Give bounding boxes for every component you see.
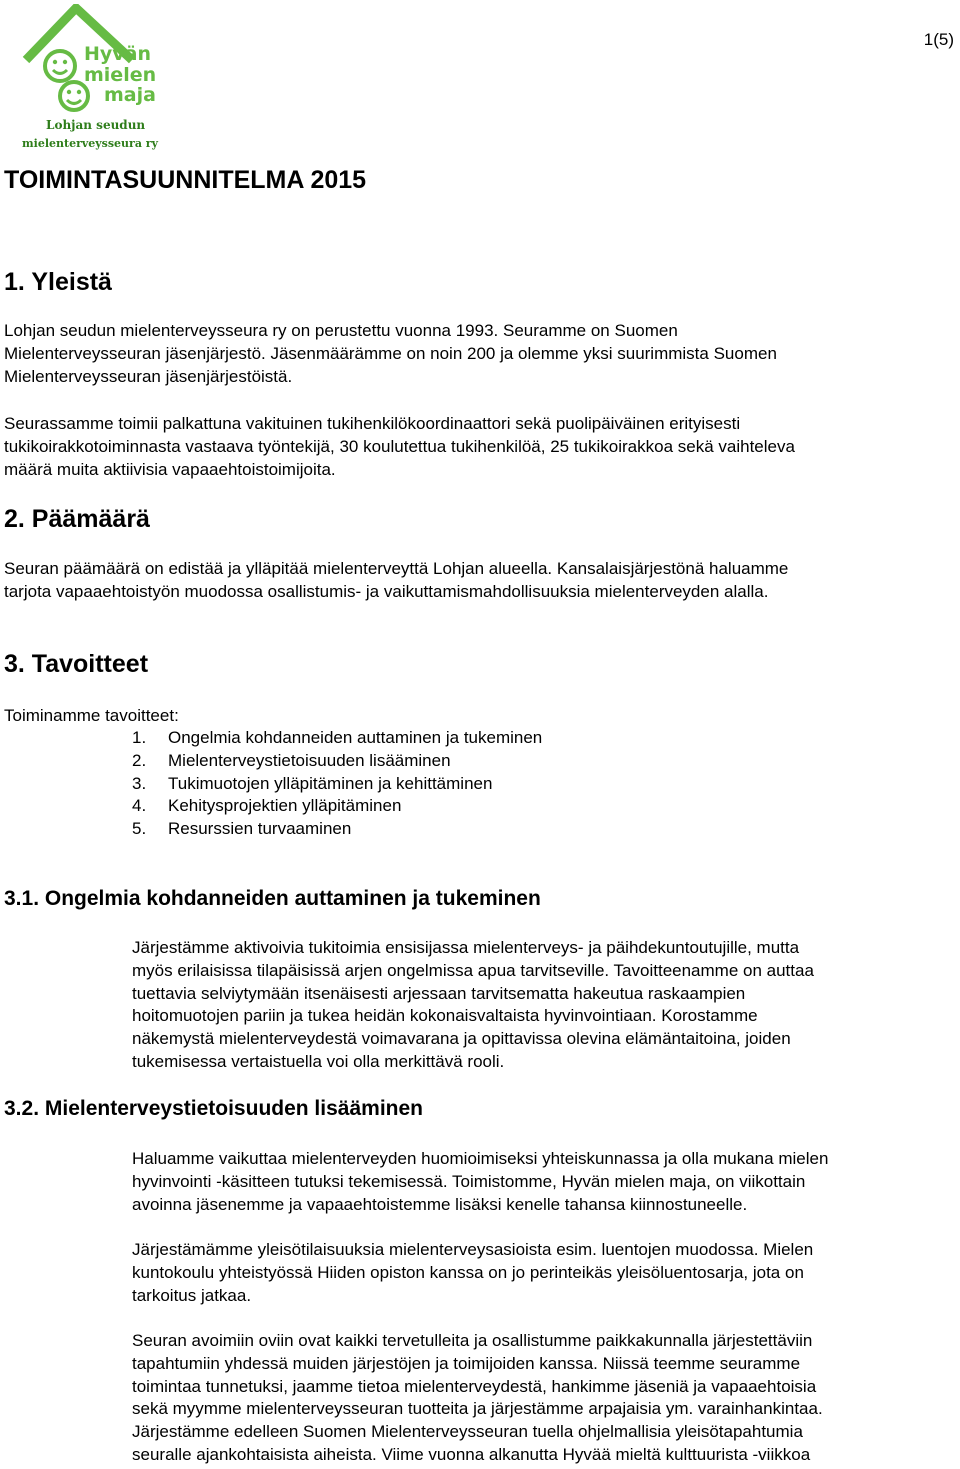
list-item — [132, 795, 542, 818]
text-line: määrä muita aktiivisia vapaaehtoistoimijoita. — [4, 459, 336, 479]
text-line: tarjota vapaaehtoistyön muodossa osallistumis- ja vaikuttamismahdollisuuksia mielenterveyden alalla. — [4, 581, 769, 601]
section-3-1-heading: 3.1. Ongelmia kohdanneiden auttaminen ja tukeminen — [4, 887, 541, 910]
section-3-2-heading: 3.2. Mielenterveystietoisuuden lisääminen — [4, 1097, 423, 1120]
text-line: Haluamme vaikuttaa mielenterveyden huomioimiseksi yhteiskunnassa ja olla mukana mielen — [132, 1149, 829, 1168]
text-line: sekä myymme mielenterveysseuran tuotteita ja järjestämme arpajaisia ym. varainhankintaa. — [132, 1399, 823, 1419]
text-line: hyvinvointi -käsitteen tutuksi tekemisessä. Toimistomme, Hyvän mielen maja, on viikottain — [132, 1171, 806, 1191]
text-line: tarkoitus jatkaa. — [132, 1285, 252, 1305]
list-number: 2. — [132, 750, 147, 770]
text-line: hoitomuotojen pariin ja tukea heidän kokonaisvaltaista hyvinvointiaan. Korostamme — [132, 1006, 758, 1026]
document-title: TOIMINTASUUNNITELMA 2015 — [4, 166, 367, 194]
text-line: avoinna jäsenemme ja vapaaehtoistemme lisäksi kenelle tahansa kiinnostuneelle. — [132, 1194, 748, 1214]
text-line: tukikoirakkotoiminnasta vastaava työntekijä, 30 koulutettua tukihenkilöä, 25 tukikoirakkoa sekä vaihteleva — [4, 436, 795, 456]
section-3-2-paragraph-1 — [132, 1148, 828, 1216]
logo-line1: Hyvän — [84, 43, 152, 65]
section-3-2-paragraph-3 — [132, 1330, 823, 1467]
list-number: 1. — [132, 728, 147, 747]
section-1-paragraph-2 — [4, 413, 795, 481]
list-text: Kehitysprojektien ylläpitäminen — [168, 796, 402, 816]
text-line: Seuran avoimiin oviin ovat kaikki tervetulleita ja osallistumme paikkakunnalla järjestettäviin — [132, 1331, 813, 1350]
text-line: seuralle ajankohtaisista aiheista. Viime vuonna alkanutta Hyvää mieltä kulttuurista -viikkoa — [132, 1444, 811, 1464]
logo-org-line1: Lohjan seudun — [46, 118, 146, 132]
list-item — [132, 818, 542, 841]
section-3-1-paragraph — [132, 937, 814, 1074]
text-line: Mielenterveysseuran jäsenjärjestö. Jäsenmäärämme on noin 200 ja olemme yksi suurimmista Suomen — [4, 343, 777, 363]
section-2-heading: 2. Päämäärä — [4, 505, 150, 533]
text-line: Seurassamme toimii palkattuna vakituinen tukihenkilökoordinaattori sekä puolipäiväinen erityisesti — [4, 414, 741, 433]
page-number: 1(5) — [923, 30, 954, 49]
text-line: tuettavia selviytymään itsenäisesti arjessaan tarvitsematta hakeutua raskaampien — [132, 983, 746, 1003]
list-number: 4. — [132, 796, 147, 816]
list-text: Resurssien turvaaminen — [168, 819, 352, 839]
house-logo-icon — [20, 4, 180, 152]
list-text: Tukimuotojen ylläpitäminen ja kehittäminen — [168, 773, 493, 793]
list-item — [132, 727, 542, 750]
section-1-paragraph-1 — [4, 320, 777, 388]
text-line: näkemystä mielenterveydestä voimavarana ja opittavissa olevina elämäntaitoina, joiden — [132, 1029, 791, 1049]
logo-line3: maja — [104, 84, 156, 106]
list-number: 5. — [132, 819, 147, 839]
list-text: Ongelmia kohdanneiden auttaminen ja tukeminen — [168, 728, 543, 747]
list-number: 3. — [132, 773, 147, 793]
text-line: Seuran päämäärä on edistää ja ylläpitää mielenterveyttä Lohjan alueella. Kansalaisjärjestönä haluamme — [4, 559, 789, 578]
section-3-intro: Toiminamme tavoitteet: — [4, 706, 179, 725]
text-line: tapahtumiin yhdessä muiden järjestöjen ja toimijoiden kanssa. Niissä teemme seuramme — [132, 1353, 801, 1373]
organization-logo — [20, 4, 180, 152]
section-3-heading: 3. Tavoitteet — [4, 650, 149, 678]
logo-line2: mielen — [84, 64, 157, 86]
text-line: kuntokoulu yhteistyössä Hiiden opiston kanssa on jo perinteikäs yleisöluentosarja, jota on — [132, 1262, 804, 1282]
section-3-2-paragraph-2 — [132, 1239, 813, 1307]
text-line: Lohjan seudun mielenterveysseura ry on perustettu vuonna 1993. Seuramme on Suomen — [4, 321, 678, 340]
list-item — [132, 750, 542, 773]
text-line: Mielenterveysseuran jäsenjärjestöistä. — [4, 366, 293, 386]
text-line: tukemisessa vertaistuella voi olla merkittävä rooli. — [132, 1051, 505, 1071]
section-1-heading: 1. Yleistä — [4, 268, 112, 296]
text-line: Järjestämme aktivoivia tukitoimia ensisijassa mielenterveys- ja päihdekuntoutujille, mutta — [132, 938, 800, 957]
section-2-paragraph — [4, 558, 788, 604]
list-text: Mielenterveystietoisuuden lisääminen — [168, 750, 451, 770]
text-line: myös erilaisissa tilapäisissä arjen ongelmissa apua tarvitseville. Tavoitteenamme on auttaa — [132, 960, 814, 980]
text-line: Järjestämämme yleisötilaisuuksia mielenterveysasioista esim. luentojen muodossa. Mielen — [132, 1240, 814, 1259]
text-line: toimintaa tunnetuksi, jaamme tietoa mielenterveydestä, hankimme jäseniä ja vapaaehtoisia — [132, 1376, 817, 1396]
logo-org-line2: mielenterveysseura ry — [22, 137, 158, 150]
list-item — [132, 773, 542, 796]
goals-list — [132, 727, 542, 841]
text-line: Järjestämme edelleen Suomen Mielenterveysseuran tuella ohjelmallisia yleisötapahtumia — [132, 1422, 803, 1442]
